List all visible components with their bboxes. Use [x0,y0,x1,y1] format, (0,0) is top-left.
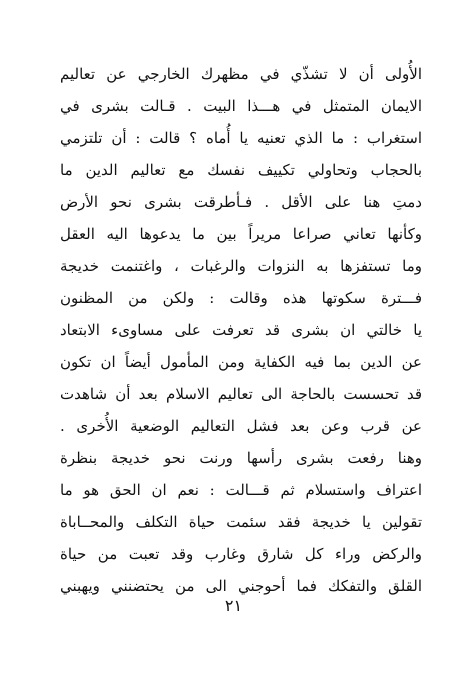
text-line-3: استغراب : ما الذي تعنيه يا أُماه ؟ قالت : أن تلتزمي [60,129,422,147]
text-line-9: يا خالتي ان بشرى قد تعرفت على مساوىء الابتعاد [60,321,422,339]
text-line-5: دمتِ هنا على الأقل . فـأطرقت بشرى نحو الأرض [60,193,422,211]
text-line-10: عن الدين بما فيه الكفاية ومن المأمول أيضاً ان تكون [60,353,422,371]
text-line-6: وكأنها تعاني صراعا مريراً بين ما يدعوها اليه العقل [60,225,422,243]
text-line-2: الايمان المتمثل في هـــذا البيت . قـالت بشرى في [60,97,422,115]
text-line-4: بالحجاب وتحاولي تكييف نفسك مع تعاليم الدين ما [60,161,422,179]
text-line-8: فـــترة سكوتها هذه وقالت : ولكن من المظنون [60,289,422,307]
text-line-11: قد تحسست بالحاجة الى تعاليم الاسلام بعد أن شاهدت [60,385,422,403]
page-number: ٢١ [224,596,243,615]
body-text [60,58,422,602]
text-line-17: القلق والتفكك فما أحوجني الى من يحتضنني ويهبني [60,577,422,595]
text-line-16: والركض وراء كل شارق وغارب وقد تعبت من حياة [60,545,422,563]
text-line-14: اعتراف واستسلام ثم قـــالت : نعم ان الحق هو ما [60,481,422,499]
text-line-1: الأُولى أن لا تشذّي في مظهرك الخارجي عن تعاليم [60,65,422,83]
text-line-15: تقولين يا خديجة فقد سئمت حياة التكلف والمحــاباة [60,513,422,531]
text-line-12: عن قرب وعن بعد فشل التعاليم الوضعية الأُخرى . [60,417,422,435]
text-line-7: وما تستفزها به النزوات والرغبات ، واغتنمت خديجة [60,257,422,275]
text-line-13: وهنا رفعت بشرى رأسها ورنت نحو خديجة بنظرة [60,449,422,467]
